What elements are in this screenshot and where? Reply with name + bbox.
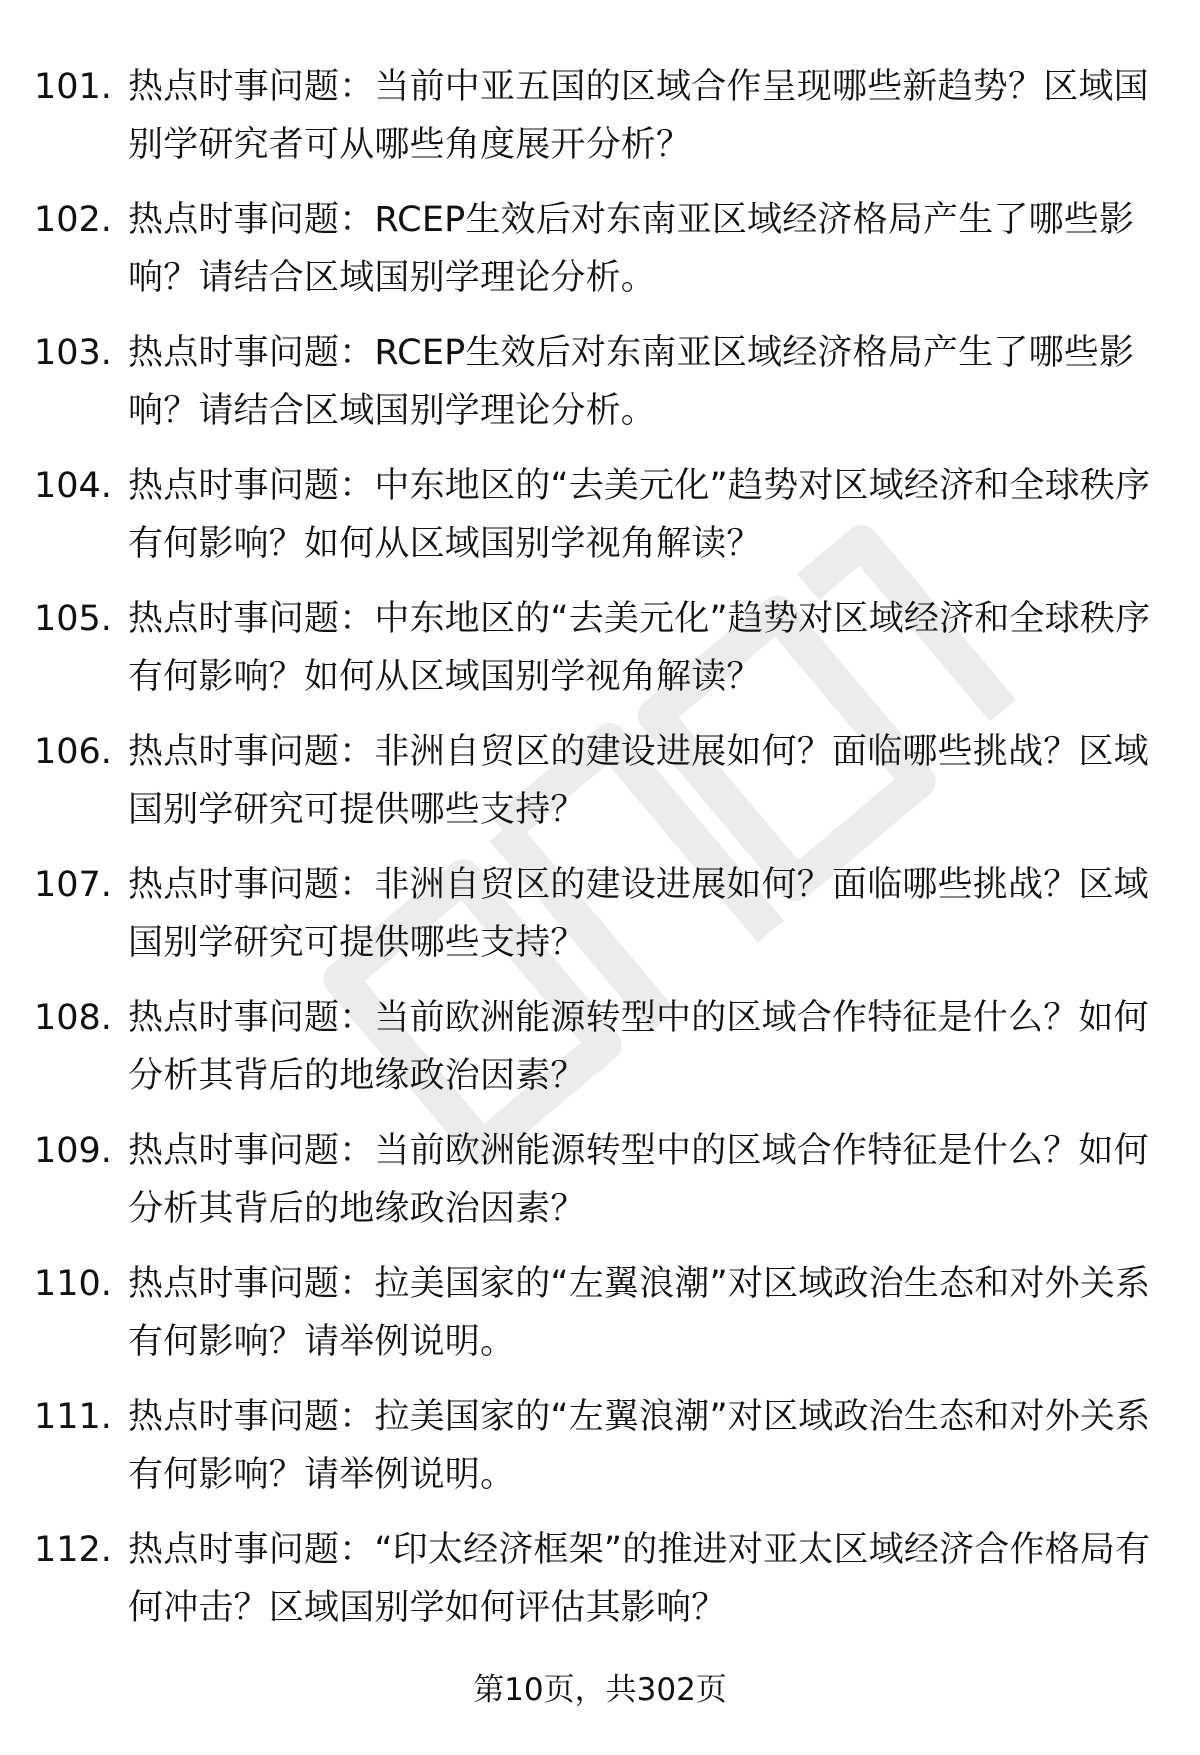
list-item <box>34 856 1164 989</box>
list-item <box>34 58 1164 191</box>
question-number: 112. <box>34 1530 112 1570</box>
list-item <box>34 723 1164 856</box>
list-item <box>34 590 1164 723</box>
question-text: 热点时事问题：中东地区的“去美元化”趋势对区域经济和全球秩序有何影响？如何从区域国别学视角解读？ <box>128 599 1151 697</box>
question-text: 热点时事问题：RCEP生效后对东南亚区域经济格局产生了哪些影响？请结合区域国别学理论分析。 <box>128 200 1135 298</box>
question-number: 106. <box>34 732 112 772</box>
question-number: 101. <box>34 67 112 107</box>
question-list <box>34 58 1164 1654</box>
question-text: 热点时事问题：当前欧洲能源转型中的区域合作特征是什么？如何分析其背后的地缘政治因素？ <box>128 998 1149 1096</box>
question-text: 热点时事问题：非洲自贸区的建设进展如何？面临哪些挑战？区域国别学研究可提供哪些支持？ <box>128 732 1149 830</box>
question-number: 110. <box>34 1264 112 1304</box>
question-text: 热点时事问题：RCEP生效后对东南亚区域经济格局产生了哪些影响？请结合区域国别学理论分析。 <box>128 333 1135 431</box>
question-number: 109. <box>34 1131 112 1171</box>
question-number: 103. <box>34 333 112 373</box>
page-number-footer: 第10页，共302页 <box>473 1672 727 1708</box>
question-number: 105. <box>34 599 112 639</box>
question-text: 热点时事问题：中东地区的“去美元化”趋势对区域经济和全球秩序有何影响？如何从区域国别学视角解读？ <box>128 466 1151 564</box>
question-text: 热点时事问题：当前欧洲能源转型中的区域合作特征是什么？如何分析其背后的地缘政治因素？ <box>128 1131 1149 1229</box>
question-number: 104. <box>34 466 112 506</box>
list-item <box>34 191 1164 324</box>
question-text: 热点时事问题：非洲自贸区的建设进展如何？面临哪些挑战？区域国别学研究可提供哪些支持？ <box>128 865 1149 963</box>
question-number: 108. <box>34 998 112 1038</box>
question-number: 111. <box>34 1397 112 1437</box>
question-text: 热点时事问题：当前中亚五国的区域合作呈现哪些新趋势？区域国别学研究者可从哪些角度展开分析？ <box>128 67 1149 165</box>
list-item <box>34 324 1164 457</box>
list-item <box>34 1388 1164 1521</box>
question-number: 107. <box>34 865 112 905</box>
question-text: 热点时事问题：“印太经济框架”的推进对亚太区域经济合作格局有何冲击？区域国别学如何评估其影响？ <box>128 1530 1151 1628</box>
list-item <box>34 989 1164 1122</box>
question-text: 热点时事问题：拉美国家的“左翼浪潮”对区域政治生态和对外关系有何影响？请举例说明。 <box>128 1264 1151 1362</box>
list-item <box>34 1122 1164 1255</box>
list-item <box>34 457 1164 590</box>
question-text: 热点时事问题：拉美国家的“左翼浪潮”对区域政治生态和对外关系有何影响？请举例说明。 <box>128 1397 1151 1495</box>
list-item <box>34 1521 1164 1654</box>
question-number: 102. <box>34 200 112 240</box>
list-item <box>34 1255 1164 1388</box>
